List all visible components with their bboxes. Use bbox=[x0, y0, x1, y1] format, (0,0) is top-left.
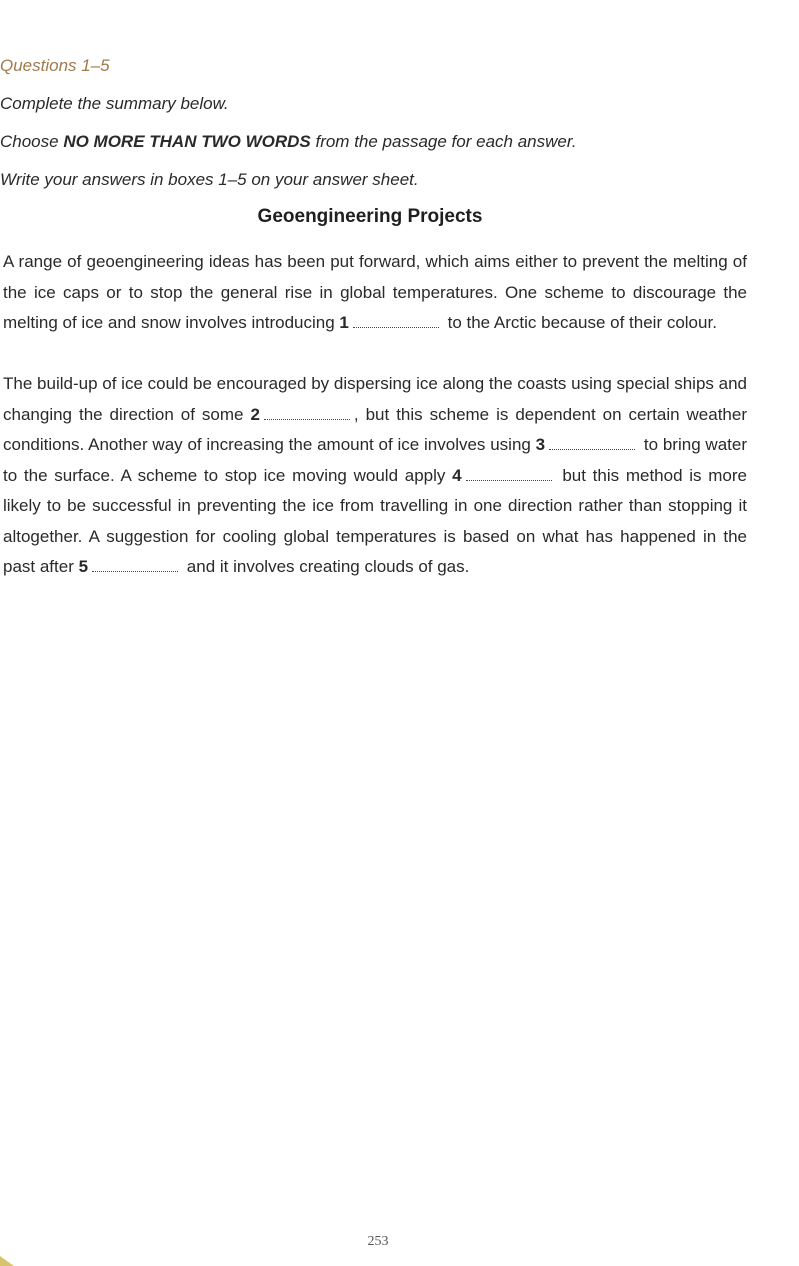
instruction-word-limit-post: from the passage for each answer. bbox=[310, 132, 577, 151]
page-corner-mark bbox=[0, 1256, 14, 1266]
instruction-word-limit-pre: Choose bbox=[0, 132, 64, 151]
instruction-word-limit-bold: NO MORE THAN TWO WORDS bbox=[63, 132, 311, 151]
paragraph-2-text-b: , but this scheme is dependent on certain weather conditions. Another way of increasing the amount of ice involves using bbox=[3, 404, 747, 454]
summary-paragraph-1 bbox=[3, 247, 747, 339]
instruction-complete-summary: Complete the summary below. bbox=[0, 94, 229, 113]
summary-title: Geoengineering Projects bbox=[257, 206, 483, 227]
answer-gap-2 bbox=[264, 419, 350, 420]
gap-4-number: 4 bbox=[452, 465, 462, 485]
gap-2-number: 2 bbox=[250, 404, 260, 424]
gap-1-number: 1 bbox=[339, 313, 349, 332]
instruction-answer-sheet: Write your answers in boxes 1–5 on your answer sheet. bbox=[0, 170, 419, 189]
answer-gap-1 bbox=[353, 327, 439, 328]
paragraph-2-text-d: but this method is more likely to be successful in preventing the ice from travelling in one direction rather than stopping it altogether. A suggestion for cooling global temperatures is based on what has happened in the past after bbox=[3, 465, 748, 576]
paragraph-2-text-e: and it involves creating clouds of gas. bbox=[182, 557, 470, 576]
paragraph-2-text-c: to bring water to the surface. A scheme to stop ice moving would apply bbox=[3, 435, 747, 485]
gap-3-number: 3 bbox=[535, 435, 546, 454]
answer-gap-4 bbox=[466, 480, 552, 481]
page-number: 253 bbox=[367, 1234, 389, 1249]
paragraph-1-text-b: to the Arctic because of their colour. bbox=[442, 313, 717, 332]
instruction-word-limit bbox=[0, 132, 577, 152]
gap-5-number: 5 bbox=[78, 557, 89, 576]
answer-gap-5 bbox=[92, 571, 178, 572]
paragraph-1-text-a: A range of geoengineering ideas has been put forward, which aims either to prevent the melting of the ice caps or to stop the general rise in global temperatures. One scheme to discourage the melting of ice and snow involves introducing bbox=[3, 252, 747, 332]
answer-gap-3 bbox=[549, 449, 635, 450]
summary-paragraph-2 bbox=[3, 369, 747, 583]
questions-heading: Questions 1–5 bbox=[0, 56, 110, 75]
paragraph-2-text-a: The build-up of ice could be encouraged by dispersing ice along the coasts using special ships and changing the direction of some bbox=[3, 374, 747, 424]
